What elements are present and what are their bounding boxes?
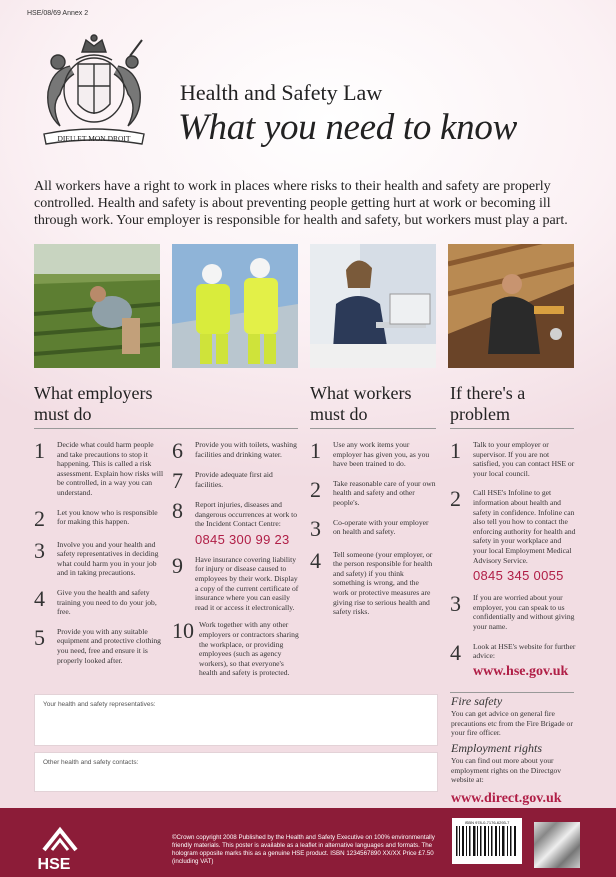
barcode-text: ISBN 978-0-7176-6293-7 — [464, 820, 510, 825]
list-item: 2 Take reasonable care of your own health and safety and other people's. — [310, 476, 436, 507]
fire-safety-heading: Fire safety — [451, 694, 503, 708]
list-item: 5 Provide you with any suitable equipment and protective clothing you need, free and ensure it is properly looked after. — [34, 624, 161, 665]
side-divider — [450, 692, 574, 693]
list-item: 1 Decide what could harm people and take precautions to stop it happening. This is called a risk assessment. Explain how risks will be controlled, in a way you can understand. — [34, 438, 164, 497]
employers-divider — [34, 428, 298, 429]
list-item: 1 Use any work items your employer has given you, as you have been trained to do. — [310, 438, 430, 469]
list-item: 2 Call HSE's Infoline to get information about health and safety in confidence. Infoline can also tell you how to contact the enforcing authority for health and safety in your workplace and your local Employment Medical Advisory Service. 0845 345 0055 — [450, 486, 576, 584]
intro-paragraph: All workers have a right to work in places where risks to their health and safety are properly controlled. Health and safety is about preventing people getting hurt at work or becoming ill through work. Your employer is responsible for health and safety, but workers must play a part. — [34, 179, 568, 228]
list-item: 2 Let you know who is responsible for making this happen. — [34, 505, 158, 531]
hologram-icon — [534, 822, 580, 868]
hse-logo-icon — [34, 826, 86, 852]
barcode — [452, 818, 522, 864]
list-item: 3 Involve you and your health and safety representatives in deciding what could harm you in your job and in taking precautions. — [34, 537, 159, 578]
employment-rights-heading: Employment rights — [451, 741, 542, 755]
employment-rights-text: You can find out more about your employment rights on the Directgov website at: — [451, 756, 562, 785]
list-item: 1 Talk to your employer or supervisor. If you are not satisfied, you can contact HSE or your local council. — [450, 438, 575, 478]
construction-workers-photo — [172, 244, 298, 368]
crest-motto: DIEU ET MON DROIT — [57, 134, 131, 143]
employers-heading: What employers must do — [34, 383, 153, 424]
list-item: 4 Look at HSE's website for further advice: www.hse.gov.uk — [450, 639, 576, 679]
infoline-phone: 0845 345 0055 — [473, 568, 564, 584]
fire-safety-text: You can get advice on general fire precautions etc from the Fire Brigade or your fire officer. — [451, 709, 573, 738]
contacts-label: Other health and safety contacts: — [43, 759, 139, 766]
document-reference: HSE/08/69 Annex 2 — [27, 10, 89, 17]
royal-coat-of-arms-icon — [30, 30, 158, 158]
directgov-link[interactable]: www.direct.gov.uk — [451, 790, 562, 806]
employment-rights-section — [451, 741, 575, 807]
fire-safety-section — [451, 694, 575, 738]
reps-label: Your health and safety representatives: — [43, 701, 156, 708]
hse-logo — [34, 826, 86, 873]
incident-contact-phone: 0845 300 99 23 — [195, 531, 290, 547]
contacts-box[interactable] — [34, 752, 438, 792]
hse-website-link[interactable]: www.hse.gov.uk — [473, 663, 569, 679]
list-item: 3 If you are worried about your employer, you can speak to us confidentially and without giving your name. — [450, 591, 575, 631]
farm-worker-photo — [34, 244, 160, 368]
list-item: 4 Give you the health and safety training you need to do your job, free. — [34, 585, 157, 617]
workers-heading: What workers must do — [310, 383, 412, 424]
problem-divider — [450, 428, 574, 429]
footer-text: ©Crown copyright 2008 Published by the Health and Safety Executive on 100% environmentally friendly materials. This poster is available as a leaflet in alternative languages and formats. The hologram opposite marks this as a genuine HSE product. ISBN 1234567890 XX/XX Price £7.50 (including VAT) — [172, 834, 435, 865]
employers-list-right — [172, 440, 302, 678]
list-item: 4 Tell someone (your employer, or the person responsible for health and safety) if you think something is wrong, and the work or protective measures are giving rise to serious health and safety risks. — [310, 547, 433, 617]
list-item: 9 Have insurance covering liability for injury or disease caused to employees by their work. Display a copy of the current certificate of insurance where you can easily read it or access it electronically. — [172, 552, 299, 612]
workers-list — [310, 440, 436, 617]
hse-logo-text: HSE — [37, 856, 71, 873]
list-item: 7 Provide adequate first aid facilities. — [172, 468, 273, 493]
office-worker-photo — [310, 244, 436, 368]
list-item: 3 Co-operate with your employer on health and safety. — [310, 515, 429, 541]
problem-list — [450, 440, 576, 680]
problem-heading: If there's a problem — [450, 383, 526, 424]
list-item: 8 Report injuries, diseases and dangerous occurrences at work to the Incident Contact Centre: 0845 300 99 23 — [172, 500, 302, 547]
page-title: What you need to know — [178, 107, 517, 148]
page-subtitle: Health and Safety Law — [180, 80, 383, 105]
tradesman-photo — [448, 244, 574, 368]
workers-divider — [310, 428, 436, 429]
list-item: 10 Work together with any other employers or contractors sharing the workplace, or providing employees (such as agency workers), so that everyone's health and safety is protected. — [172, 618, 299, 678]
reps-box[interactable] — [34, 694, 438, 746]
list-item: 6 Provide you with toilets, washing facilities and drinking water. — [172, 438, 297, 463]
employers-list-left — [34, 440, 164, 665]
